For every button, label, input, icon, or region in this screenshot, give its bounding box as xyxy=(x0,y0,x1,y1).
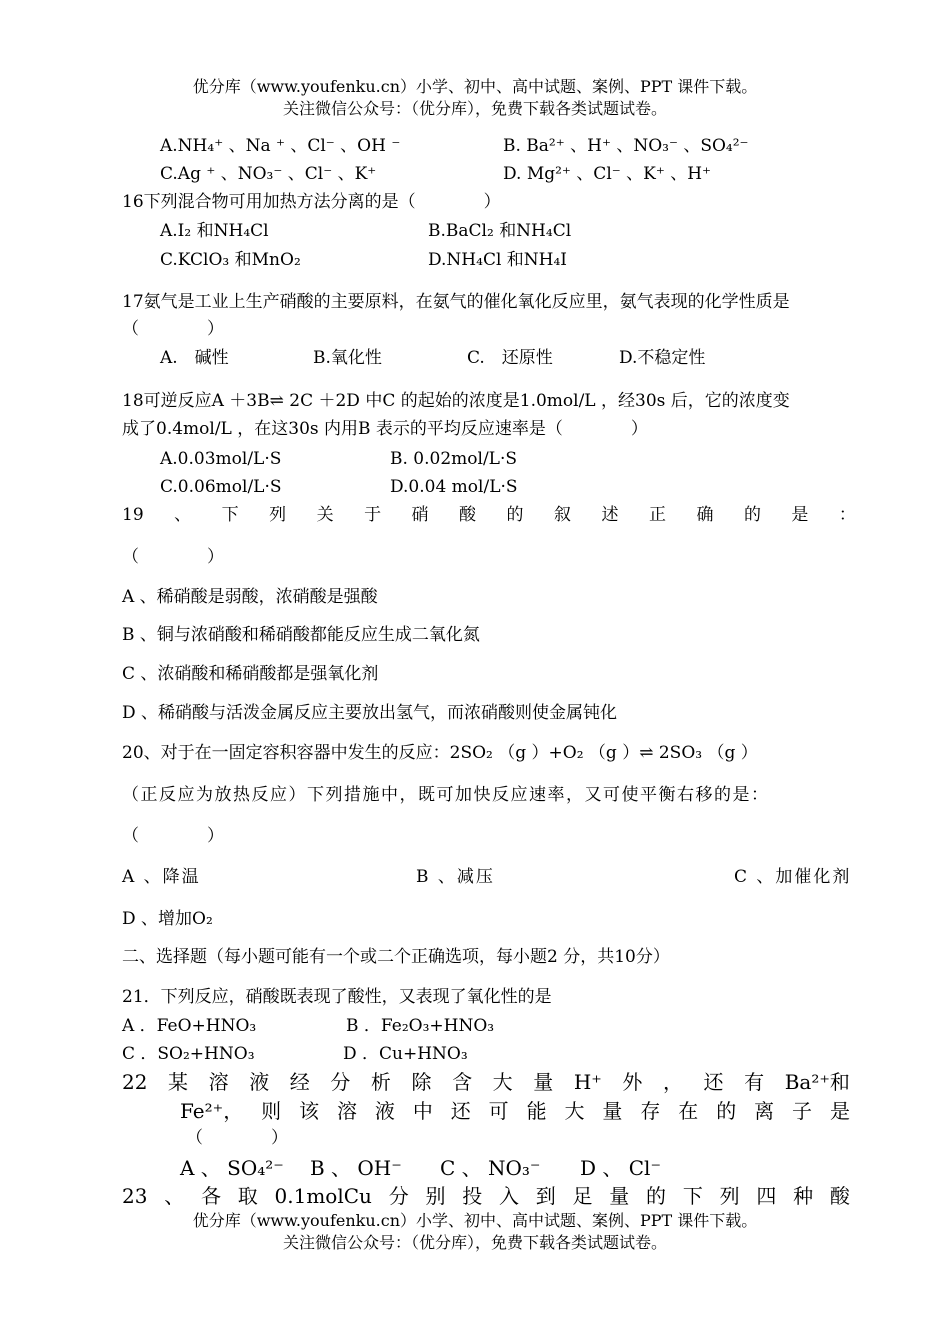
q22-option-c: C 、 NO₃⁻ xyxy=(440,1156,541,1180)
q19-option-a: A 、稀硝酸是弱酸，浓硝酸是强酸 xyxy=(122,587,378,607)
q17-stem-line-1: 17氨气是工业上生产硝酸的主要原料，在氨气的催化氧化反应里，氨气表现的化学性质是 xyxy=(122,292,790,312)
q16-option-c: C.KClO₃ 和MnO₂ xyxy=(160,250,301,270)
q16-stem: 16下列混合物可用加热方法分离的是（ ） xyxy=(122,192,501,212)
q20-option-d: D 、增加O₂ xyxy=(122,909,213,929)
header-line-2: 关注微信公众号：（优分库），免费下载各类试题试卷。 xyxy=(282,99,667,118)
q19-option-c: C 、浓硝酸和稀硝酸都是强氧化剂 xyxy=(122,664,379,684)
header-line-1: 优分库（www.youfenku.cn）小学、初中、高中试题、案例、PPT 课件下载。 xyxy=(192,77,758,96)
q22-stem-line-1: 22 某 溶 液 经 分 析 除 含 大 量 H⁺ 外 ， 还 有 Ba²⁺和 xyxy=(122,1070,850,1094)
q17-stem-line-2: （ ） xyxy=(122,319,224,339)
q16-option-a: A.I₂ 和NH₄Cl xyxy=(160,221,269,241)
q20-stem-line-1: 20、对于在一固定容积容器中发生的反应：2SO₂ （g ）+O₂ （g ）⇌ 2SO₃ （g ） xyxy=(122,743,758,763)
q18-stem-line-1: 18可逆反应A ＋3B⇌ 2C ＋2D 中C 的起始的浓度是1.0mol/L ，经30s 后，它的浓度变 xyxy=(122,391,790,411)
footer-line-1: 优分库（www.youfenku.cn）小学、初中、高中试题、案例、PPT 课件下载。 xyxy=(192,1211,758,1230)
q15-option-a: A.NH₄⁺ 、Na ⁺ 、Cl⁻ 、OH ⁻ xyxy=(160,136,401,156)
q17-option-b: B.氧化性 xyxy=(313,348,382,368)
q21-option-b: B ．Fe₂O₃+HNO₃ xyxy=(346,1016,495,1036)
q18-stem-line-2: 成了0.4mol/L ，在这30s 内用B 表示的平均反应速率是（ ） xyxy=(122,419,648,439)
q22-option-a: A 、 SO₄²⁻ xyxy=(180,1156,284,1180)
q19-stem: 19 、 下 列 关 于 硝 酸 的 叙 述 正 确 的 是 ： xyxy=(122,505,856,525)
q19-option-b: B 、铜与浓硝酸和稀硝酸都能反应生成二氧化氮 xyxy=(122,625,480,645)
q20-option-c: C 、加催化剂 xyxy=(734,867,852,887)
q21-option-a: A ．FeO+HNO₃ xyxy=(122,1016,257,1036)
q22-option-b: B 、 OH⁻ xyxy=(310,1156,402,1180)
q16-option-b: B.BaCl₂ 和NH₄Cl xyxy=(428,221,572,241)
q18-option-b: B. 0.02mol/L·S xyxy=(390,449,518,469)
q19-option-d: D 、稀硝酸与活泼金属反应主要放出氢气，而浓硝酸则使金属钝化 xyxy=(122,703,618,723)
q20-paren: （ ） xyxy=(122,826,224,846)
q21-option-d: D ．Cu+HNO₃ xyxy=(343,1044,468,1064)
footer-line-2: 关注微信公众号：（优分库），免费下载各类试题试卷。 xyxy=(282,1233,667,1252)
q20-stem-line-2: （正反应为放热反应）下列措施中，既可加快反应速率，又可使平衡右移的是： xyxy=(122,785,770,805)
q15-option-d: D. Mg²⁺ 、Cl⁻ 、K⁺ 、H⁺ xyxy=(503,164,712,184)
q22-stem-line-2: Fe²⁺， 则 该 溶 液 中 还 可 能 大 量 存 在 的 离 子 是 xyxy=(180,1099,850,1123)
q20-option-b: B 、减压 xyxy=(416,867,495,887)
section-2-heading: 二、选择题（每小题可能有一个或二个正确选项，每小题2 分，共10分） xyxy=(122,947,670,967)
q23-stem-line-1: 23 、 各 取 0.1molCu 分 别 投 入 到 足 量 的 下 列 四 种 酸 xyxy=(122,1184,850,1208)
q18-option-c: C.0.06mol/L·S xyxy=(160,477,282,497)
q17-option-c: C. 还原性 xyxy=(467,348,553,368)
q15-option-c: C.Ag ⁺ 、NO₃⁻ 、Cl⁻ 、K⁺ xyxy=(160,164,377,184)
q19-paren: （ ） xyxy=(122,547,224,567)
q17-option-a: A. 碱性 xyxy=(160,348,229,368)
q17-option-d: D.不稳定性 xyxy=(619,348,706,368)
q22-option-d: D 、 Cl⁻ xyxy=(580,1156,662,1180)
q15-option-b: B. Ba²⁺ 、H⁺ 、NO₃⁻ 、SO₄²⁻ xyxy=(503,136,749,156)
q18-option-a: A.0.03mol/L·S xyxy=(160,449,282,469)
q21-stem: 21．下列反应，硝酸既表现了酸性，又表现了氧化性的是 xyxy=(122,987,552,1007)
q20-option-a: A 、降温 xyxy=(122,867,201,887)
q22-paren: （ ） xyxy=(186,1128,288,1148)
q21-option-c: C ．SO₂+HNO₃ xyxy=(122,1044,255,1064)
q16-option-d: D.NH₄Cl 和NH₄I xyxy=(428,250,568,270)
q18-option-d: D.0.04 mol/L·S xyxy=(390,477,518,497)
